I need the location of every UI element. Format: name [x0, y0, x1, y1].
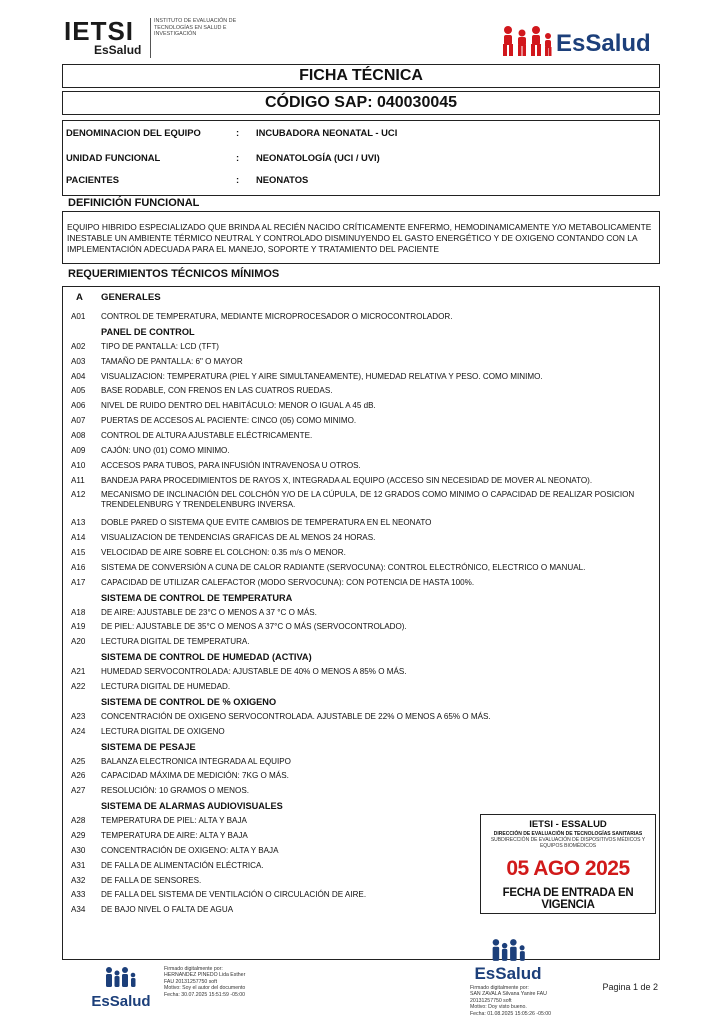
requirement-code: A05: [71, 386, 86, 396]
requirement-code: A15: [71, 548, 86, 558]
requirement-code: A01: [71, 312, 86, 321]
requirement-text: CONTROL DE TEMPERATURA, MEDIANTE MICROPROCESADOR O MICROCONTROLADOR.: [101, 312, 453, 321]
requirement-code: A13: [71, 518, 86, 528]
requirement-code: A23: [71, 711, 86, 721]
requirement-code: A22: [71, 682, 86, 691]
requirement-code: A07: [71, 416, 86, 426]
requirement-text: DE FALLA DE SENSORES.: [101, 875, 202, 885]
info-value: NEONATOS: [256, 174, 309, 185]
requirement-code: A02: [71, 341, 86, 351]
requirement-text: DE FALLA DEL SISTEMA DE VENTILACIÓN O CIRCULACIÓN DE AIRE.: [101, 890, 367, 900]
stamp-label: FECHA DE ENTRADA EN VIGENCIA: [502, 887, 634, 911]
footer-logo-left-text: EsSalud: [91, 993, 151, 1010]
requirement-code: A14: [71, 533, 86, 543]
requirement-code: A03: [71, 356, 86, 366]
requirement-text: DE BAJO NIVEL O FALTA DE AGUA: [101, 905, 234, 915]
requirement-code: A06: [71, 401, 86, 411]
requirement-text: ACCESOS PARA TUBOS, PARA INFUSIÓN INTRAVENOSA U OTROS.: [101, 460, 361, 470]
requirement-code: A33: [71, 890, 86, 900]
requirement-code: A: [76, 292, 83, 303]
ietsi-logo-sub: EsSalud: [94, 43, 142, 57]
requirement-text: DE AIRE: AJUSTABLE DE 23°C O MENOS A 37 °C O MÁS.: [101, 607, 317, 617]
info-key: DENOMINACION DEL EQUIPO: [66, 127, 201, 138]
info-key: UNIDAD FUNCIONAL: [66, 152, 161, 163]
requirement-code: A11: [71, 475, 85, 485]
requirement-code: A17: [71, 577, 86, 587]
info-sep: :: [236, 152, 240, 163]
requirement-text: BASE RODABLE, CON FRENOS EN LAS CUATROS RUEDAS.: [101, 386, 333, 396]
requirement-text: LECTURA DIGITAL DE HUMEDAD.: [101, 682, 231, 691]
requirement-text: DE FALLA DE ALIMENTACIÓN ELÉCTRICA.: [101, 860, 264, 870]
requirement-text: SISTEMA DE ALARMAS AUDIOVISUALES: [101, 801, 283, 812]
requirement-text: BALANZA ELECTRONICA INTEGRADA AL EQUIPO: [101, 756, 291, 766]
requirement-text: SISTEMA DE CONVERSIÓN A CUNA DE CALOR RADIANTE (SERVOCUNA): CONTROL ELECTRÓNICO, ELECTRICO O MANUAL.: [101, 562, 586, 572]
equipment-info: [62, 120, 660, 196]
requirement-text: CONTROL DE ALTURA AJUSTABLE ELÉCTRICAMENTE.: [101, 430, 313, 440]
requirement-code: A34: [71, 905, 86, 915]
requirement-code: A08: [71, 430, 86, 440]
requirement-code: A19: [71, 622, 86, 632]
requirement-text: TAMAÑO DE PANTALLA: 6" O MAYOR: [101, 356, 243, 366]
requirement-text: SISTEMA DE CONTROL DE HUMEDAD (ACTIVA): [101, 652, 312, 663]
requirement-code: A24: [71, 726, 86, 736]
requirement-text: LECTURA DIGITAL DE OXIGENO: [101, 726, 225, 736]
requirement-code: A26: [71, 771, 86, 781]
family-icon: [104, 966, 138, 988]
requirement-text: VISUALIZACION: TEMPERATURA (PIEL Y AIRE SIMULTANEAMENTE), HUMEDAD RELATIVA Y PESO. COMO MINIMO.: [101, 371, 543, 381]
sap-code: CÓDIGO SAP: 040030045: [62, 91, 660, 115]
requirement-text: VELOCIDAD DE AIRE SOBRE EL COLCHON: 0.35 m/s O MENOR.: [101, 548, 346, 558]
requirement-code: A04: [71, 371, 86, 381]
ietsi-logo: [64, 16, 244, 60]
requirement-text: NIVEL DE RUIDO DENTRO DEL HABITÁCULO: MENOR O IGUAL A 45 dB.: [101, 401, 376, 411]
footer-logo-center-text: EsSalud: [474, 964, 542, 983]
requirement-text: SISTEMA DE CONTROL DE % OXIGENO: [101, 696, 277, 707]
validity-stamp: [480, 814, 656, 914]
requirement-code: A12: [71, 490, 86, 500]
requirement-text: SISTEMA DE CONTROL DE TEMPERATURA: [101, 592, 293, 603]
requirement-code: A16: [71, 562, 86, 572]
requirement-code: A29: [71, 830, 86, 840]
page-number: Pagina 1 de 2: [602, 982, 658, 992]
requirement-text: TEMPERATURA DE AIRE: ALTA Y BAJA: [101, 830, 248, 840]
requirement-text: CONCENTRACIÓN DE OXIGENO: ALTA Y BAJA: [101, 845, 279, 855]
requirement-text: CAJÓN: UNO (01) COMO MINIMO.: [101, 445, 230, 455]
family-icon: [500, 22, 554, 58]
info-value: INCUBADORA NEONATAL - UCI: [256, 127, 398, 138]
requirement-text: GENERALES: [101, 292, 161, 303]
document-title: FICHA TÉCNICA: [62, 64, 660, 88]
requirement-text: RESOLUCIÓN: 10 GRAMOS O MENOS.: [101, 786, 249, 796]
family-icon: [490, 938, 528, 962]
requirement-text: PANEL DE CONTROL: [101, 326, 195, 337]
requirement-code: A10: [71, 460, 86, 470]
requirements-title: REQUERIMIENTOS TÉCNICOS MÍNIMOS: [68, 268, 280, 280]
requirement-text: CAPACIDAD MÁXIMA DE MEDICIÓN: 7KG O MÁS.: [101, 771, 289, 781]
functional-definition-text: EQUIPO HIBRIDO ESPECIALIZADO QUE BRINDA AL RECIÉN NACIDO CRÍTICAMENTE ENFERMO, HEMODINAMICAMENTE Y/O METABOLICAMENTE INESTABLE UN AMBIENTE TÉRMICO NEUTRAL Y CONTROLADO DISMINUYENDO EL GASTO ENERGÉTICO Y DE OXIGENO CONTANDO CON LA IMPLEMENTACIÓN ADECUADA PARA EL MANEJO, SOPORTE Y TRATAMIENTO DEL PACIENTE: [62, 211, 660, 264]
requirement-text: VISUALIZACION DE TENDENCIAS GRAFICAS DE AL MENOS 24 HORAS.: [101, 533, 376, 543]
requirement-text: TIPO DE PANTALLA: LCD (TFT): [101, 341, 219, 351]
requirement-code: A28: [71, 816, 86, 826]
info-key: PACIENTES: [66, 174, 119, 185]
requirement-code: A25: [71, 756, 86, 766]
footer-logo-center: [470, 938, 546, 984]
stamp-direction: DIRECCIÓN DE EVALUACIÓN DE TECNOLOGÍAS SANITARIAS: [493, 831, 643, 837]
requirement-text: MECANISMO DE INCLINACIÓN DEL COLCHÓN Y/O DE LA CÚPULA, DE 12 GRADOS COMO MINIMO O CAPACIDAD DE REALIZAR POSICION TRENDELENBURG Y TRENDELENBURG INVERSA.: [101, 490, 635, 510]
info-sep: :: [236, 174, 240, 185]
requirement-text: SISTEMA DE PESAJE: [101, 741, 196, 752]
footer-logo-left: [86, 966, 156, 1010]
functional-definition-title: DEFINICIÓN FUNCIONAL: [68, 197, 200, 209]
requirement-text: DOBLE PARED O SISTEMA QUE EVITE CAMBIOS DE TEMPERATURA EN EL NEONATO: [101, 518, 432, 528]
requirement-text: BANDEJA PARA PROCEDIMIENTOS DE RAYOS X, INTEGRADA AL EQUIPO (ACCESO SIN NECESIDAD DE MOVER AL NEONATO).: [101, 475, 593, 485]
ietsi-institute-name: INSTITUTO DE EVALUACIÓN DE TECNOLOGÍAS EN SALUD E INVESTIGACIÓN: [154, 18, 237, 38]
requirement-code: A31: [71, 860, 86, 870]
requirement-code: A20: [71, 637, 86, 647]
ietsi-logo-word: IETSI: [64, 16, 135, 46]
signature-left: Firmado digitalmente por: HERNANDEZ PINEDO Lida Esther FAU 20131257750 soft Motivo: Soy el autor del documento Fecha: 30.07.2025 15:51:59 -05:00: [164, 966, 246, 998]
essalud-logo: [500, 22, 660, 62]
requirement-code: A30: [71, 845, 86, 855]
requirement-text: CAPACIDAD DE UTILIZAR CALEFACTOR (MODO SERVOCUNA): CON POTENCIA DE HASTA 100%.: [101, 577, 475, 587]
logo-divider: [150, 18, 151, 58]
requirement-code: A32: [71, 875, 86, 885]
requirement-text: TEMPERATURA DE PIEL: ALTA Y BAJA: [101, 816, 247, 826]
essalud-logo-text: EsSalud: [556, 30, 651, 57]
requirement-text: LECTURA DIGITAL DE TEMPERATURA.: [101, 637, 250, 647]
info-value: NEONATOLOGÍA (UCI / UVI): [256, 152, 380, 163]
info-sep: :: [236, 127, 240, 138]
stamp-date: 05 AGO 2025: [506, 857, 630, 880]
requirement-text: HUMEDAD SERVOCONTROLADA: AJUSTABLE DE 40% O MENOS A 85% O MÁS.: [101, 667, 407, 677]
requirement-code: A27: [71, 786, 86, 796]
requirement-code: A09: [71, 445, 86, 455]
requirement-text: DE PIEL: AJUSTABLE DE 35°C O MENOS A 37°C O MÁS (SERVOCONTROLADO).: [101, 622, 407, 632]
stamp-subdirection: SUBDIRECCIÓN DE EVALUACIÓN DE DISPOSITIVOS MÉDICOS Y EQUIPOS BIOMÉDICOS: [490, 837, 646, 849]
signature-center: Firmado digitalmente por: SAN ZAVALA Silvana Yanire FAU 20131257750 soft Motivo: Doy visto bueno. Fecha: 01.08.2025 15:05:26 -05:00: [470, 985, 552, 1017]
requirement-code: A18: [71, 607, 86, 617]
requirement-code: A21: [71, 667, 86, 677]
stamp-org: IETSI - ESSALUD: [529, 819, 607, 830]
requirement-text: CONCENTRACIÓN DE OXIGENO SERVOCONTROLADA. AJUSTABLE DE 22% O MENOS A 65% O MÁS.: [101, 711, 491, 721]
requirement-text: PUERTAS DE ACCESOS AL PACIENTE: CINCO (05) COMO MINIMO.: [101, 416, 357, 426]
